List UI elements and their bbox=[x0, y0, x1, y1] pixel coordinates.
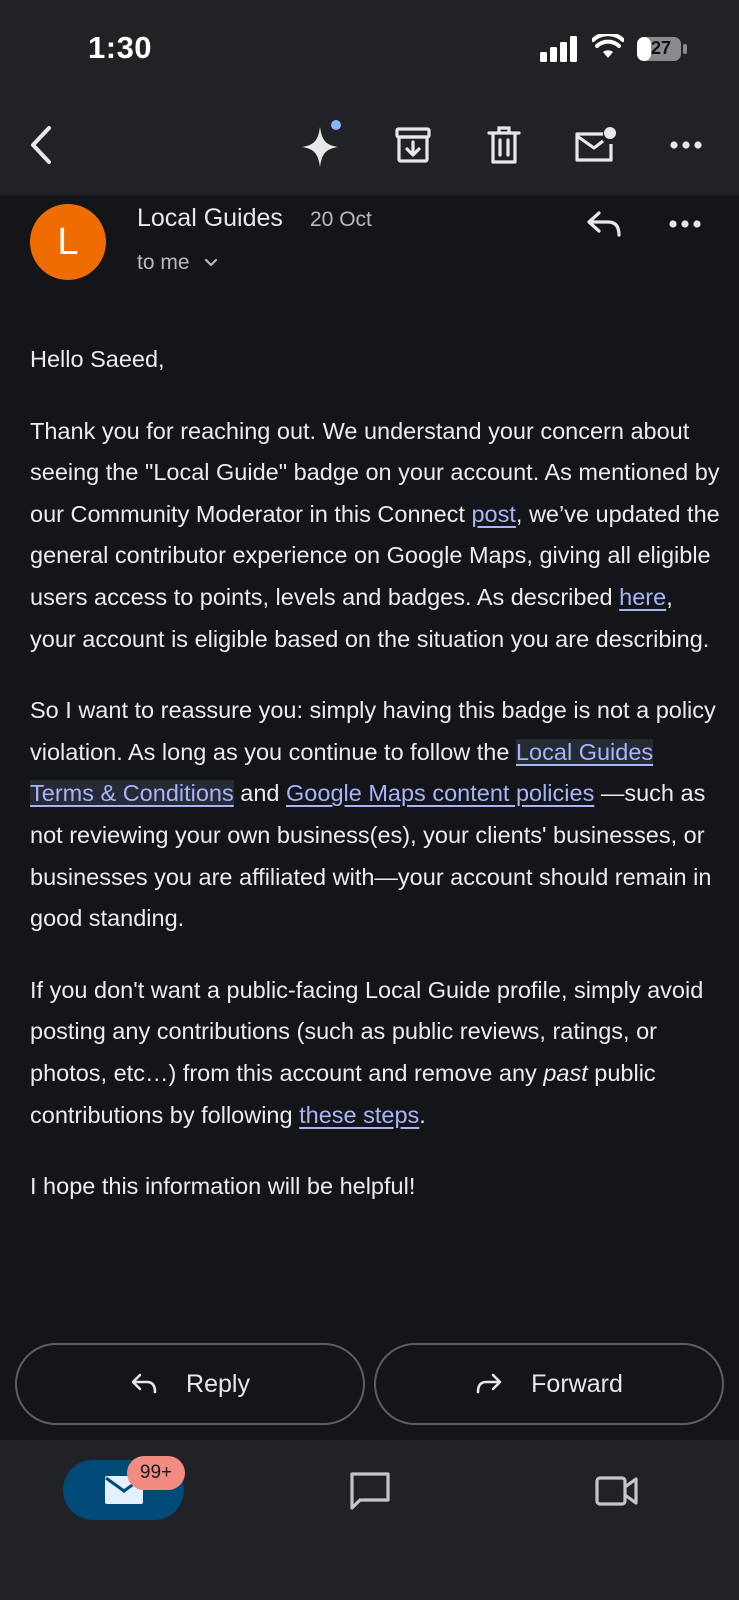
p3-text-c: . bbox=[419, 1101, 426, 1128]
signal-icon bbox=[540, 36, 580, 62]
chevron-down-icon bbox=[204, 258, 218, 268]
delete-button[interactable] bbox=[474, 95, 534, 195]
archive-button[interactable] bbox=[383, 95, 443, 195]
message-more-button[interactable] bbox=[660, 200, 710, 248]
greeting: Hello Saeed, bbox=[30, 346, 165, 372]
closing-line: I hope this information will be helpful! bbox=[30, 1173, 416, 1200]
reply-label: Reply bbox=[186, 1369, 250, 1398]
p1-text-c: , your account is eligible based on the situation you are describing. bbox=[30, 583, 710, 652]
more-icon bbox=[669, 140, 703, 150]
battery-level: 27 bbox=[650, 38, 672, 58]
forward-icon bbox=[475, 1372, 503, 1396]
email-date: 20 Oct bbox=[310, 208, 372, 231]
gemini-button[interactable] bbox=[292, 95, 352, 195]
more-icon bbox=[668, 219, 702, 229]
forward-button[interactable] bbox=[374, 1343, 724, 1425]
p2-text-c: —such as not reviewing your own business(es), your clients' businesses, or businesses you are affiliated with—your account should remain in good standing. bbox=[30, 780, 712, 932]
back-arrow-icon bbox=[27, 125, 57, 165]
quick-reply-button[interactable] bbox=[578, 200, 630, 248]
p2-text-b: and bbox=[233, 780, 287, 807]
reply-button[interactable] bbox=[15, 1343, 365, 1425]
chat-icon bbox=[349, 1471, 391, 1511]
more-options-button[interactable] bbox=[656, 95, 716, 195]
email-toolbar bbox=[0, 95, 739, 195]
body-paragraph-2 bbox=[30, 690, 720, 940]
meet-icon bbox=[595, 1475, 639, 1507]
bottom-navigation bbox=[0, 1440, 739, 1600]
sender-avatar[interactable]: L bbox=[30, 204, 106, 280]
unread-badge: 99+ bbox=[127, 1456, 185, 1490]
reply-icon bbox=[586, 209, 622, 239]
body-paragraph-3 bbox=[30, 970, 720, 1136]
reply-icon bbox=[130, 1372, 158, 1396]
p1-text-b: , we’ve updated the general contributor experience on Google Maps, giving all eligible users access to points, levels and badges. As described bbox=[30, 500, 720, 610]
p3-text-b: public contributions by following bbox=[30, 1059, 656, 1128]
terms-conditions-link[interactable]: Local Guides Terms & Conditions bbox=[30, 738, 654, 807]
body-paragraph-1 bbox=[30, 411, 720, 661]
p2-text-a: So I want to reassure you: simply having this badge is not a policy violation. As long as you continue to follow the bbox=[30, 697, 716, 765]
back-button[interactable] bbox=[12, 95, 72, 195]
status-bar bbox=[0, 0, 739, 95]
content-policies-link[interactable]: Google Maps content policies bbox=[286, 780, 595, 807]
forward-label: Forward bbox=[531, 1369, 623, 1398]
p1-text-a: Thank you for reaching out. We understand your concern about seeing the "Local Guide" badge on your account. As mentioned by our Community Moderator in this Connect bbox=[30, 417, 720, 527]
status-time: 1:30 bbox=[88, 30, 153, 65]
these-steps-link[interactable]: these steps bbox=[299, 1101, 420, 1128]
sender-name[interactable]: Local Guides bbox=[137, 204, 283, 232]
here-link[interactable]: here bbox=[619, 583, 667, 610]
gemini-sparkle-icon bbox=[298, 119, 346, 171]
recipient-details-toggle[interactable] bbox=[137, 251, 218, 275]
wifi-icon bbox=[592, 34, 624, 60]
archive-icon bbox=[394, 126, 432, 164]
p3-text-a: If you don't want a public-facing Local Guide profile, simply avoid posting any contributions (such as public reviews, ratings, or photos, etc…) from this account and remove any bbox=[30, 976, 704, 1086]
mark-unread-icon bbox=[573, 126, 617, 164]
recipient-label: to me bbox=[137, 251, 190, 274]
delete-icon bbox=[486, 125, 522, 165]
p3-emphasis: past bbox=[543, 1059, 588, 1086]
post-link[interactable]: post bbox=[471, 500, 516, 527]
mark-unread-button[interactable] bbox=[565, 95, 625, 195]
nav-meet-tab[interactable] bbox=[592, 1466, 642, 1516]
nav-chat-tab[interactable] bbox=[345, 1466, 395, 1516]
email-body bbox=[30, 339, 720, 1238]
